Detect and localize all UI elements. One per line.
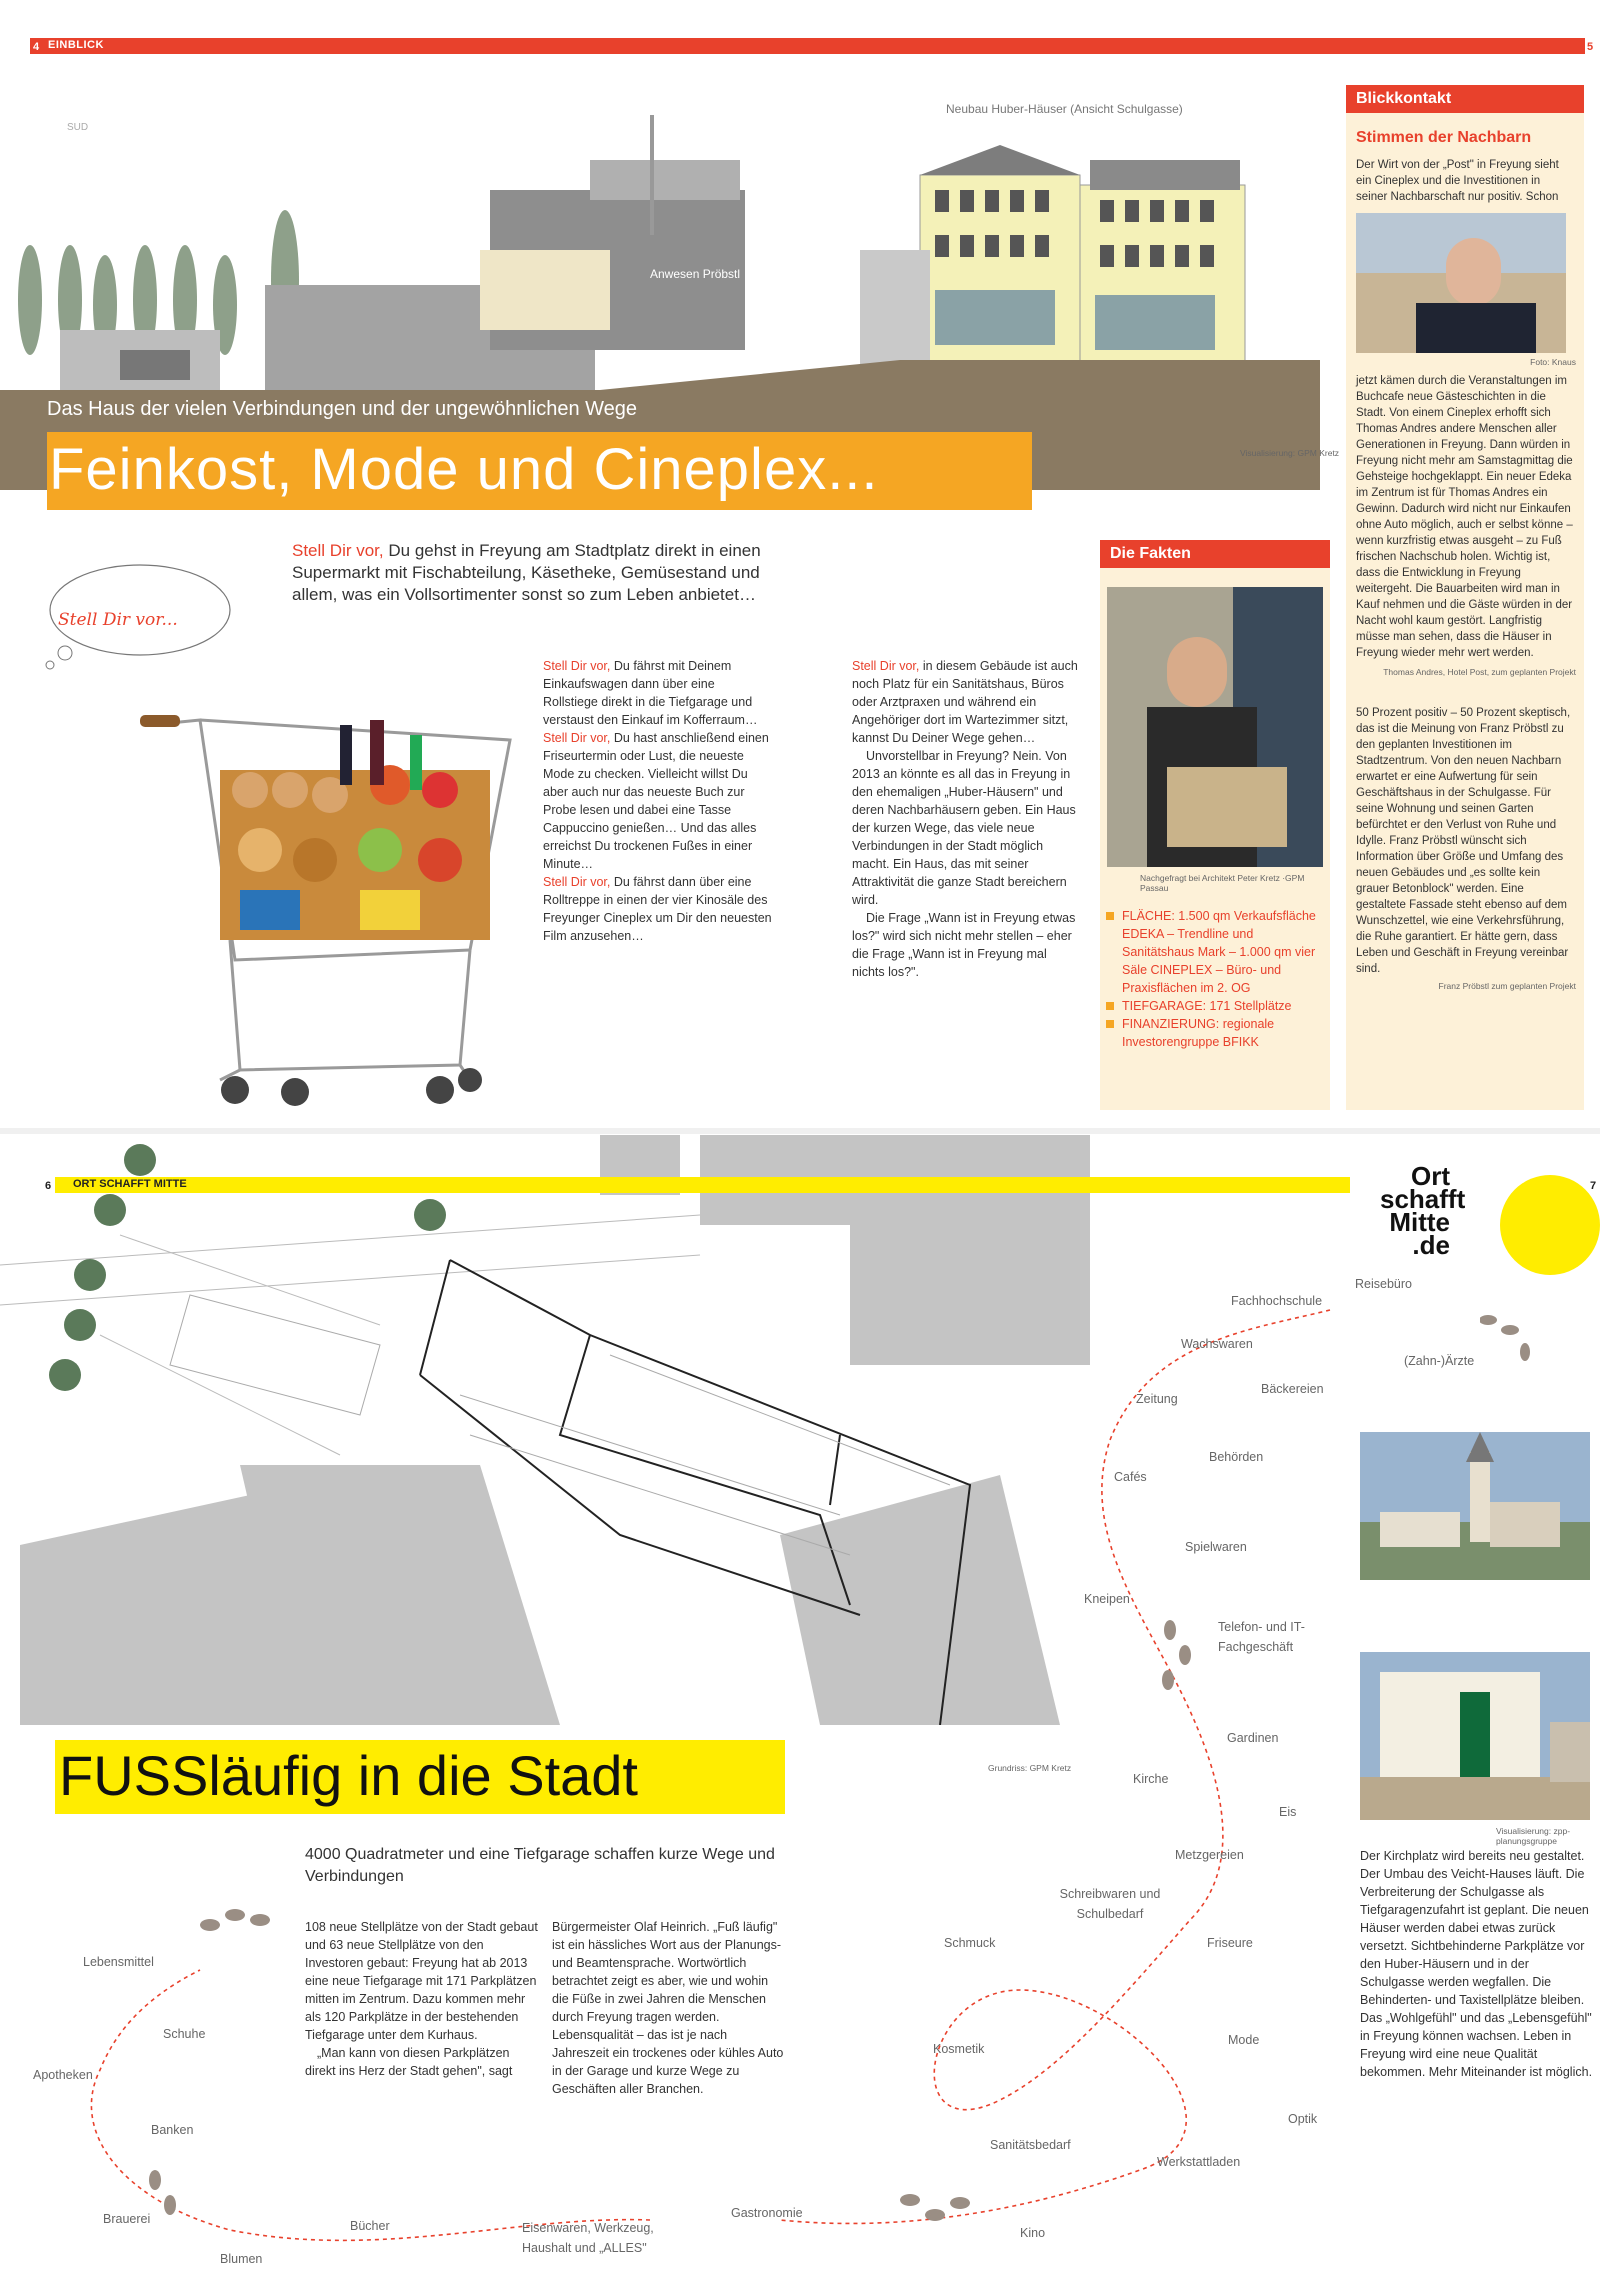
photo-credit: Foto: Knaus — [1530, 357, 1576, 367]
route-label: Sanitätsbedarf — [990, 2138, 1071, 2152]
logo-line-3: Mitte — [1389, 1207, 1450, 1237]
route-label: Reisebüro — [1355, 1277, 1412, 1291]
col2-text-1: in diesem Gebäude ist auch noch Platz für ein Sanitätshaus, Büros oder Arztpraxen und während ein Angehöriger dort im Wartezimmer sitzt, kannst Du Deiner Wege gehen… — [852, 659, 1078, 745]
col2-hl-1: Stell Dir vor, — [852, 659, 920, 673]
route-label: Eis — [1279, 1805, 1297, 1819]
logo-line-4: .de — [1412, 1230, 1450, 1260]
shopping-cart-image — [140, 700, 520, 1110]
col1-hl-1: Stell Dir vor, — [543, 659, 611, 673]
route-label: Gardinen — [1227, 1731, 1279, 1745]
route-label: Schuhe — [163, 2027, 206, 2041]
article-column-1 — [543, 657, 773, 945]
visualization-credit: Visualisierung: GPM Kretz — [1240, 448, 1340, 458]
route-label: Mode — [1228, 2033, 1260, 2047]
walking-route-path — [0, 1270, 1360, 2269]
route-label: Schmuck — [944, 1936, 996, 1950]
square-visualization — [1360, 1652, 1590, 1820]
bottom-column-2: Bürgermeister Olaf Heinrich. „Fuß läufig" ist ein hässliches Wort aus der Planungs- und Beamtensprache. Wortwörtlich betrachtet zeigt es aber, wie und wohin die Füße in zwei Jahren die Menschen durch Freyung tragen werden. Lebensqualität – das ist je nach Jahreszeit ein trockenes oder kühles Auto in der Garage und kurze Wege zu Geschäften aller Branchen. — [552, 1920, 784, 2096]
route-label: (Zahn-)Ärzte — [1404, 1354, 1475, 1368]
route-label: Behörden — [1209, 1450, 1264, 1464]
intro-text: Du gehst in Freyung am Stadtplatz direkt in einen Supermarkt mit Fischabteilung, Käsetheke, Gemüsestand und allem, was ein Vollsortimenter sonst so zum Leben anbietet… — [292, 541, 761, 604]
blick-paragraph-1: Der Wirt von der „Post" in Freyung sieht ein Cineplex und die Investitionen in seiner Nachbarschaft nur positiv. Schon — [1356, 159, 1559, 203]
section-bar-bottom — [55, 1177, 1350, 1193]
church-visualization — [1360, 1432, 1590, 1580]
route-label: Wachswaren — [1181, 1337, 1253, 1351]
route-label: Zeitung — [1136, 1392, 1178, 1406]
fact-item: FLÄCHE: 1.500 qm Verkaufsfläche EDEKA – Trendline und Sanitätshaus Mark – 1.000 qm vier Säle CINEPLEX – Büro- und Praxisflächen im 2. OG — [1104, 907, 1324, 997]
visualization-credit-bottom: Visualisierung: zpp-planungsgruppe — [1496, 1826, 1571, 1846]
fact-item: TIEFGARAGE: 171 Stellplätze — [1104, 997, 1324, 1015]
kicker: Das Haus der vielen Verbindungen und der ungewöhnlichen Wege — [47, 398, 638, 420]
article-column-2 — [852, 657, 1082, 981]
route-label: Blumen — [220, 2252, 263, 2266]
col2-text-2: Unvorstellbar in Freyung? Nein. Von 2013 an könnte es all das in Freyung in den ehemaligen „Huber-Häusern" und deren Nachbarhäusern geben. Ein Haus der kurzen Wege, das viele neue Verbindungen in der Stadt möglich macht. Ein Haus, das mit seiner Attraktivität die ganze Stadt bereichern wird. — [852, 749, 1076, 907]
section-label-bottom: ORT SCHAFFT MITTE — [73, 1178, 187, 1190]
route-label: Optik — [1288, 2112, 1318, 2126]
anwesen-label: Anwesen Pröbstl — [650, 267, 741, 281]
route-label: Friseure — [1207, 1936, 1253, 1950]
architect-photo — [1107, 587, 1323, 867]
intro-paragraph — [292, 540, 762, 606]
route-label: Lebensmittel — [83, 1955, 154, 1969]
route-label: Banken — [151, 2123, 194, 2137]
route-label: Cafés — [1114, 1470, 1147, 1484]
page-number-left: 4 — [33, 41, 40, 53]
page-number-right-bottom: 7 — [1590, 1180, 1597, 1192]
blickkontakt-box — [1346, 85, 1584, 1110]
innkeeper-photo — [1356, 213, 1566, 353]
bottom-right-text: Der Kirchplatz wird bereits neu gestaltet. Der Umbau des Veicht-Hauses läuft. Die Verbreiterung der Schulgasse als Tiefgaragenzufahrt ist geplant. Die neuen Häuser werden dabei etwas zurück versetzt. Sichtbehinderne Parkplätze vor den Huber-Häusern und in der Schulgasse werden wegfallen. Die Behinderten- und Taxistellplätze bleiben. Das „Wohlgefühl" und das „Lebensgefühl" in Freyung können wachsen. Leben in Freyung wird eine neue Qualität bekommen. Mehr Miteinander ist möglich. — [1360, 1849, 1593, 2079]
page-divider — [0, 1128, 1600, 1134]
title-box — [47, 432, 1032, 510]
page-number-right: 5 — [1587, 41, 1594, 53]
photo-caption: Nachgefragt bei Architekt Peter Kretz ·GPM Passau — [1140, 873, 1305, 893]
route-label: Gastronomie — [731, 2206, 803, 2220]
bottom-col1-p2: „Man kann von diesen Parkplätzen direkt ins Herz der Stadt gehen", sagt — [305, 2046, 513, 2078]
blick-paragraph-2: jetzt kämen durch die Veranstaltungen im Buchcafe neue Gästeschichten in die Stadt. Von einem Cineplex erhofft sich Thomas Andres andere Menschen aller Generationen in Freyung. Dann würden in Freyung nicht mehr am Samstagmittag die Gehsteige hochgeklappt. Ein neuer Edeka im Zentrum ist für Thomas Andres ein Gewinn. Dadurch wird nicht nur Einkaufen ohne Auto möglich, auch er selbst könne – wenn kurzfristig etwas ausgeht – zu Fuß frischen Nachschub holen. Wichtig ist, dass die Entwicklung in Freyung weitergeht. Die Bauarbeiten wird man in Kauf nehmen und die Gäste würden in der Nacht wohl kaum gestört. Langfristig müsse man sehen, dass die Häuser in Freyung wieder mehr wert werden. — [1356, 375, 1573, 659]
facts-list — [1104, 907, 1330, 1051]
route-label: Eisenwaren, Werkzeug, Haushalt und „ALLES" — [522, 2221, 654, 2255]
facts-heading: Die Fakten — [1100, 540, 1330, 568]
route-label: Metzgereien — [1175, 1848, 1244, 1862]
col1-hl-2: Stell Dir vor, — [543, 731, 611, 745]
route-label: Kneipen — [1084, 1592, 1130, 1606]
route-label: Telefon- und IT-Fachgeschäft — [1218, 1620, 1305, 1654]
attribution-1: Thomas Andres, Hotel Post, zum geplanten Projekt — [1383, 667, 1576, 677]
route-label: Fachhochschule — [1231, 1294, 1323, 1308]
col1-text-2: Du hast anschließend einen Friseurtermin oder Lust, die neueste Mode zu checken. Vielleicht willst Du aber auch nur das neueste Buch zur Probe lesen und dabei eine Tasse Cappuccino genießen… Und das alles erreichst Du trockenen Fußes in einer Minute… — [543, 731, 769, 871]
route-label: Apotheken — [33, 2068, 93, 2082]
section-bar — [30, 38, 1585, 54]
route-label: Kosmetik — [933, 2042, 985, 2056]
compass-label: SUD — [67, 122, 89, 133]
blickkontakt-subhead: Stimmen der Nachbarn — [1356, 129, 1532, 146]
blickkontakt-heading: Blickkontakt — [1346, 85, 1584, 113]
route-label: Kirche — [1133, 1772, 1169, 1786]
route-label: Bücher — [350, 2219, 390, 2233]
neubau-label: Neubau Huber-Häuser (Ansicht Schulgasse) — [946, 102, 1183, 116]
route-label: Werkstattladen — [1157, 2155, 1241, 2169]
thought-bubble — [30, 555, 235, 670]
bubble-text: Stell Dir vor... — [58, 610, 178, 630]
fact-item: FINANZIERUNG: regionale Investorengruppe BFIKK — [1104, 1015, 1324, 1051]
facts-box — [1100, 540, 1330, 1110]
page-number-left-bottom: 6 — [45, 1180, 52, 1192]
logo-line-2: schafft — [1380, 1184, 1466, 1214]
footprints-icon — [1480, 1312, 1540, 1372]
attribution-2: Franz Pröbstl zum geplanten Projekt — [1438, 981, 1576, 991]
route-label: Bäckereien — [1261, 1382, 1324, 1396]
intro-highlight: Stell Dir vor, — [292, 541, 384, 560]
bottom-subtitle: 4000 Quadratmeter und eine Tiefgarage schaffen kurze Wege und Verbindungen — [305, 1846, 775, 1885]
col1-text-3: Du fährst dann über eine Rolltreppe in einen der vier Kinosäle des Freyunger Cineplex um Dir den neuesten Film anzusehen… — [543, 875, 772, 943]
col1-text-1: Du fährst mit Deinem Einkaufswagen dann über eine Rollstiege direkt in die Tiefgarage und verstaust den Einkauf im Kofferraum… — [543, 659, 758, 727]
route-label: Kino — [1020, 2226, 1046, 2240]
plan-credit: Grundriss: GPM Kretz — [988, 1763, 1072, 1773]
section-label: EINBLICK — [48, 39, 104, 51]
col2-text-3: Die Frage „Wann ist in Freyung etwas los?" wird sich nicht mehr stellen – eher die Frage „Wann ist in Freyung mal nichts los?". — [852, 911, 1076, 979]
bottom-col1-p1: 108 neue Stellplätze von der Stadt gebaut und 63 neue Stellplätze von den Investoren gebaut: Freyung hat ab 2013 eine neue Tiefgarage mit 171 Parkplätzen mitten im Zentrum. Dazu kommen mehr als 120 Parkplätze in der bestehenden Tiefgarage unter dem Kurhaus. — [305, 1920, 538, 2042]
bottom-title: FUSSläufig in die Stadt — [59, 1744, 638, 1807]
blick-paragraph-3: 50 Prozent positiv – 50 Prozent skeptisch, das ist die Meinung von Franz Pröbstl zu den geplanten Investitionen im Stadtzentrum. Von den neuen Nachbarn erwartet er eine Aufwertung für sein Geschäftshaus in der Schulgasse. Für seine Wohnung und seinen Garten befürchtet er den Verlust von Ruhe und Idylle. Franz Pröbstl wünscht sich Information über Größe und Umfang des neuen Gebäudes und „es sollte kein grauer Betonblock" werden. Eine gestaltete Fassade steht ebenso auf dem Wunschzettel, wie eine Verkehrsführung, die Ruhe garantiert. Er hätte gern, dass Leben und Geschäft in Freyung vereinbar sind. — [1356, 707, 1571, 975]
route-label: Schreibwaren und Schulbedarf — [1059, 1887, 1161, 1921]
article-title: Feinkost, Mode und Cineplex... — [49, 437, 879, 502]
col1-hl-3: Stell Dir vor, — [543, 875, 611, 889]
logo-line-1: Ort — [1411, 1161, 1450, 1191]
ort-schafft-mitte-logo — [1380, 1161, 1600, 1295]
route-label: Brauerei — [103, 2212, 151, 2226]
route-label: Spielwaren — [1185, 1540, 1247, 1554]
